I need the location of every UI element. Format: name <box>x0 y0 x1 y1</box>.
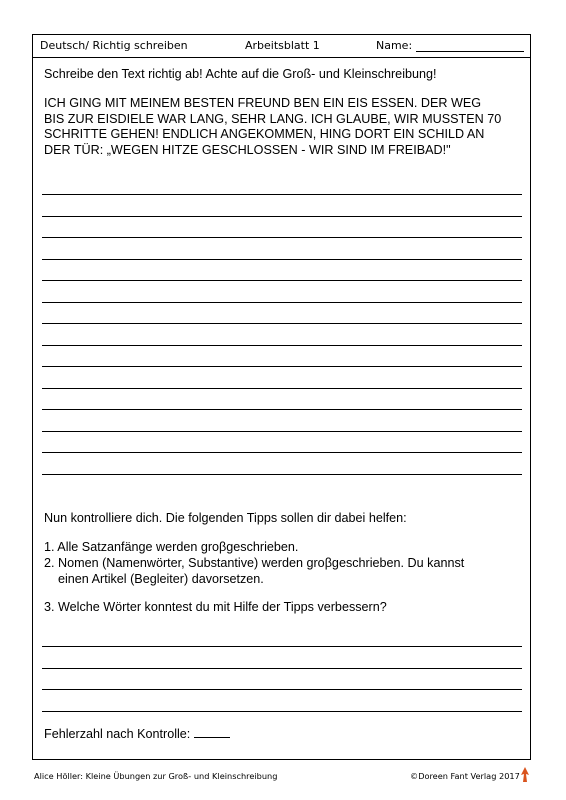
writing-line[interactable] <box>42 194 522 195</box>
text-line-3: SCHRITTE GEHEN! ENDLICH ANGEKOMMEN, HING DORT EIN SCHILD AN <box>44 127 485 142</box>
writing-line[interactable] <box>42 366 522 367</box>
text-line-1: ICH GING MIT MEINEM BESTEN FREUND BEN EIN EIS ESSEN. DER WEG <box>44 96 482 110</box>
worksheet-header <box>32 34 531 58</box>
text-line-2: BIS ZUR EISDIELE WAR LANG, SEHR LANG. ICH GLAUBE, WIR MUSSTEN 70 <box>44 111 502 126</box>
tip-2-line-2: einen Artikel (Begleiter) davorsetzen. <box>58 572 264 586</box>
instruction: Schreibe den Text richtig ab! Achte auf die Groß- und Kleinschreibung! <box>44 67 437 81</box>
writing-line[interactable] <box>42 474 522 475</box>
answer-line[interactable] <box>42 689 522 690</box>
subject-label: Deutsch/ Richtig schreiben <box>40 39 188 52</box>
error-count-label: Fehlerzahl nach Kontrolle: <box>44 727 191 741</box>
sheet-number: Arbeitsblatt 1 <box>245 39 320 52</box>
publisher-logo-icon <box>519 766 531 784</box>
answer-line[interactable] <box>42 711 522 712</box>
writing-line[interactable] <box>42 388 522 389</box>
writing-line[interactable] <box>42 323 522 324</box>
tip-1: 1. Alle Satzanfänge werden groβgeschrieben. <box>44 540 299 554</box>
text-line-4: DER TÜR: „WEGEN HITZE GESCHLOSSEN - WIR SIND IM FREIBAD!" <box>44 143 451 158</box>
tip-2-line-1: 2. Nomen (Namenwörter, Substantive) werden groβgeschrieben. Du kannst <box>44 556 465 570</box>
answer-line[interactable] <box>42 668 522 669</box>
error-count-row <box>44 727 230 741</box>
footer-author: Alice Höller: Kleine Übungen zur Groß- und Kleinschreibung <box>34 771 278 781</box>
writing-line[interactable] <box>42 452 522 453</box>
writing-line[interactable] <box>42 237 522 238</box>
writing-line[interactable] <box>42 259 522 260</box>
check-intro: Nun kontrolliere dich. Die folgenden Tipps sollen dir dabei helfen: <box>44 511 407 525</box>
writing-line[interactable] <box>42 302 522 303</box>
writing-line[interactable] <box>42 216 522 217</box>
writing-line[interactable] <box>42 280 522 281</box>
writing-line[interactable] <box>42 409 522 410</box>
writing-line[interactable] <box>42 431 522 432</box>
question-3: 3. Welche Wörter konntest du mit Hilfe der Tipps verbessern? <box>44 600 387 614</box>
name-blank-line[interactable] <box>416 51 524 52</box>
footer-copyright: ©Doreen Fant Verlag 2017 <box>410 771 520 781</box>
writing-line[interactable] <box>42 345 522 346</box>
error-count-blank[interactable] <box>194 736 230 738</box>
answer-line[interactable] <box>42 646 522 647</box>
name-label: Name: <box>376 39 413 52</box>
